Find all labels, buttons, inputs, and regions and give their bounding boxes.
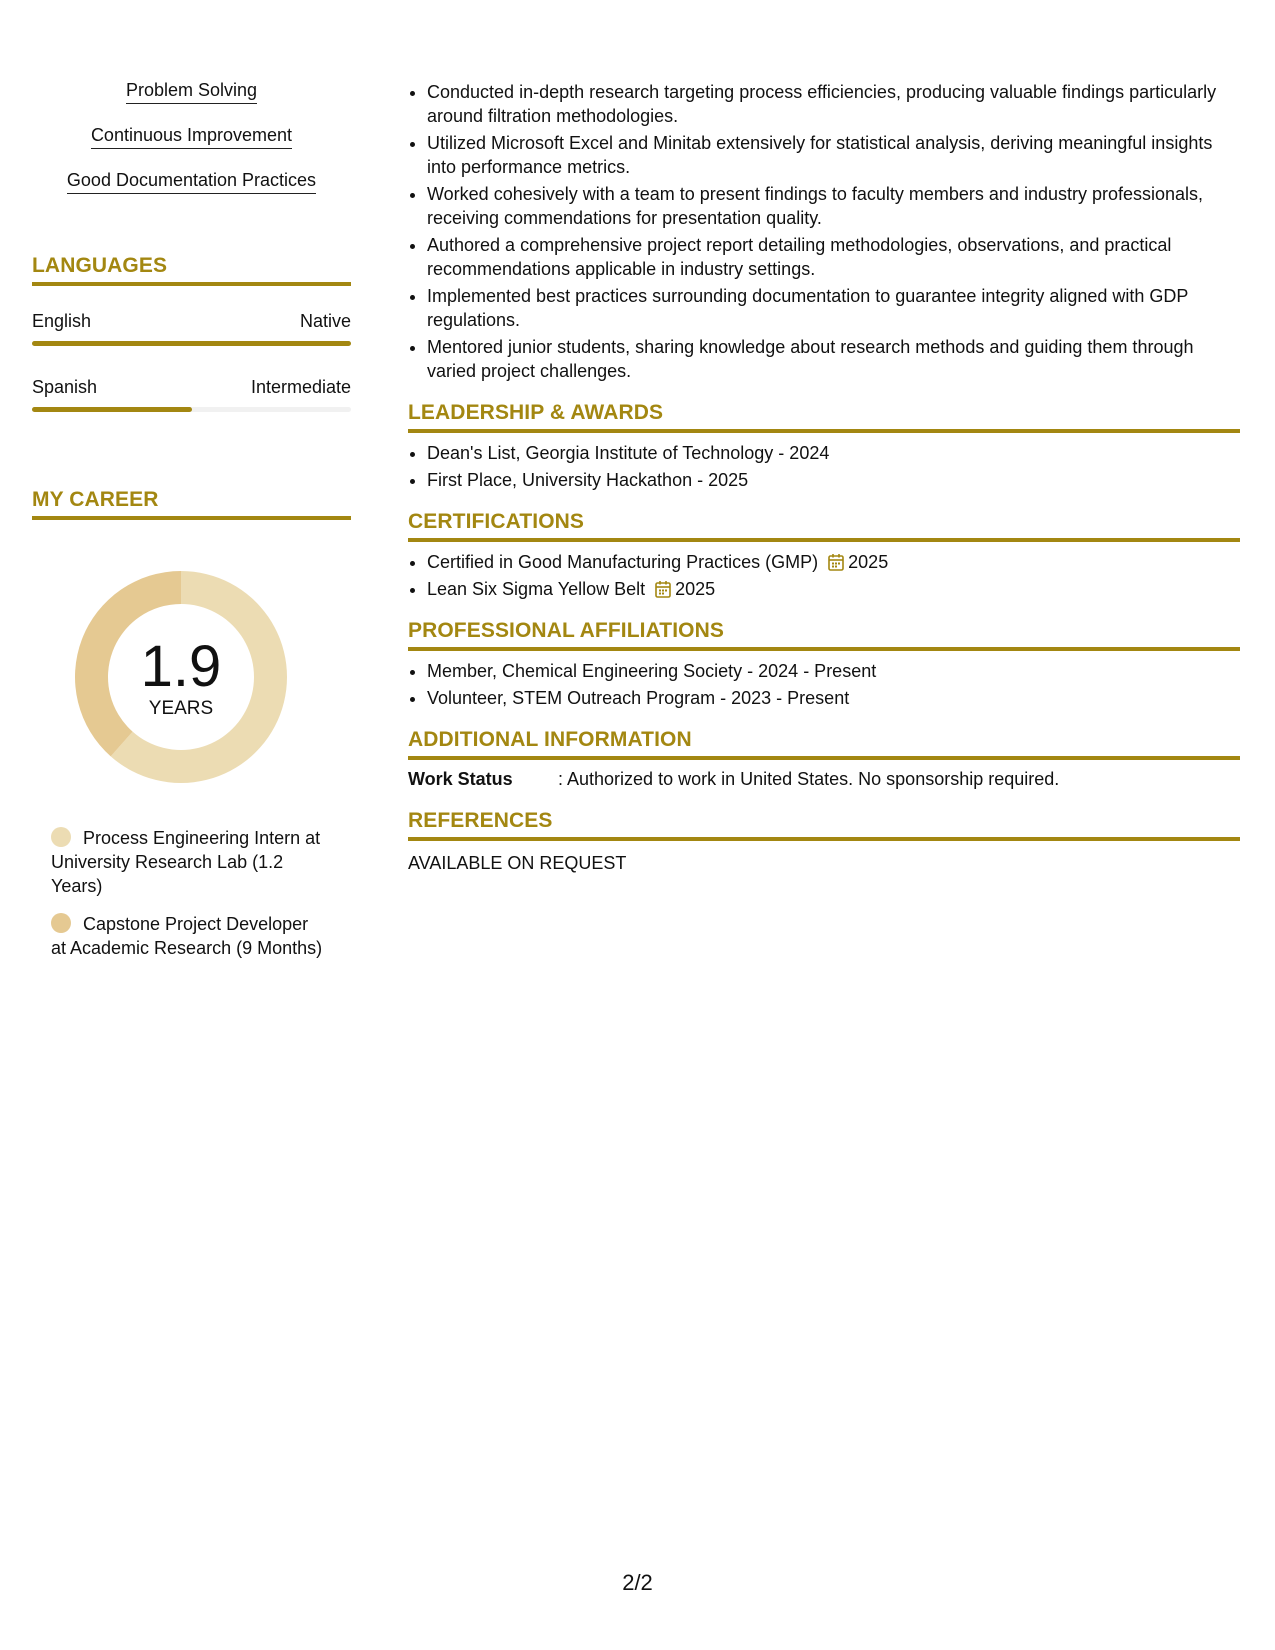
legend-dot (51, 913, 71, 933)
certification-item (427, 550, 1240, 574)
leadership-heading: LEADERSHIP & AWARDS (408, 401, 1240, 433)
language-bar (32, 341, 351, 346)
page-number: 2/2 (622, 1570, 653, 1595)
work-status-value: : Authorized to work in United States. No sponsorship required. (558, 769, 1060, 789)
certifications-section (408, 510, 1240, 601)
language-name: Spanish (32, 377, 98, 397)
donut-center (66, 562, 296, 792)
career-donut-chart (66, 562, 296, 792)
experience-bullet: • Mentored junior students, sharing knowledge about research methods and guiding them through varied project challenges. (427, 335, 1240, 383)
certifications-heading: CERTIFICATIONS (408, 510, 1240, 542)
experience-bullet: • Worked cohesively with a team to present findings to faculty members and industry professionals, receiving commendations for presentation quality. (427, 182, 1240, 230)
skills-list (32, 78, 351, 213)
additional-info-section (408, 728, 1240, 791)
certification-year: 2025 (675, 579, 716, 599)
experience-bullets (408, 80, 1240, 383)
certification-name: Lean Six Sigma Yellow Belt (427, 579, 646, 599)
calendar-icon (828, 553, 844, 571)
references-text: AVAILABLE ON REQUEST (408, 853, 627, 873)
language-bar (32, 407, 351, 412)
language-item (32, 310, 351, 346)
left-column (32, 78, 351, 974)
skill-item: Good Documentation Practices (67, 168, 316, 194)
calendar-icon (655, 580, 671, 598)
work-status-label: Work Status (408, 769, 513, 789)
skill-item: Problem Solving (126, 78, 257, 104)
skill-item: Continuous Improvement (91, 123, 292, 149)
experience-bullet: • Authored a comprehensive project report detailing methodologies, observations, and practical recommendations applicable in industry settings. (427, 233, 1240, 281)
language-bar-fill (32, 407, 192, 412)
legend-item (51, 912, 323, 960)
language-level: Intermediate (250, 377, 351, 397)
experience-bullet: • Utilized Microsoft Excel and Minitab extensively for statistical analysis, deriving meaningful insights into performance metrics. (427, 131, 1240, 179)
language-name: English (32, 311, 92, 331)
affiliation-item: • Member, Chemical Engineering Society - 2024 - Present (427, 659, 1240, 683)
affiliations-heading: PROFESSIONAL AFFILIATIONS (408, 619, 1240, 651)
experience-bullet: • Implemented best practices surrounding documentation to guarantee integrity aligned with GDP regulations. (427, 284, 1240, 332)
languages-heading: LANGUAGES (32, 254, 351, 286)
references-heading: REFERENCES (408, 809, 1240, 841)
legend-dot (51, 827, 71, 847)
language-item (32, 376, 351, 412)
legend-label: Process Engineering Intern at University Research Lab (1.2 Years) (51, 828, 321, 896)
legend-item (51, 826, 323, 898)
additional-info-heading: ADDITIONAL INFORMATION (408, 728, 1240, 760)
career-heading: MY CAREER (32, 488, 351, 520)
leadership-item: • First Place, University Hackathon - 2025 (427, 468, 1240, 492)
career-legend (51, 826, 323, 960)
leadership-section (408, 401, 1240, 492)
experience-bullet: • Conducted in-depth research targeting process efficiencies, producing valuable findings particularly around filtration methodologies. (427, 80, 1240, 128)
references-section (408, 809, 1240, 875)
legend-label: Capstone Project Developer at Academic Research (9 Months) (51, 914, 323, 958)
career-total-unit: YEARS (148, 698, 214, 719)
career-total-value: 1.9 (140, 634, 222, 699)
certification-name: Certified in Good Manufacturing Practices (GMP) (427, 552, 819, 572)
affiliations-section (408, 619, 1240, 710)
language-level: Native (299, 311, 351, 331)
certification-item (427, 577, 1240, 601)
leadership-item: • Dean's List, Georgia Institute of Technology - 2024 (427, 441, 1240, 465)
right-column (408, 80, 1240, 875)
language-bar-fill (32, 341, 351, 346)
affiliation-item: • Volunteer, STEM Outreach Program - 2023 - Present (427, 686, 1240, 710)
certification-year: 2025 (848, 552, 889, 572)
work-status-row (408, 767, 1240, 791)
